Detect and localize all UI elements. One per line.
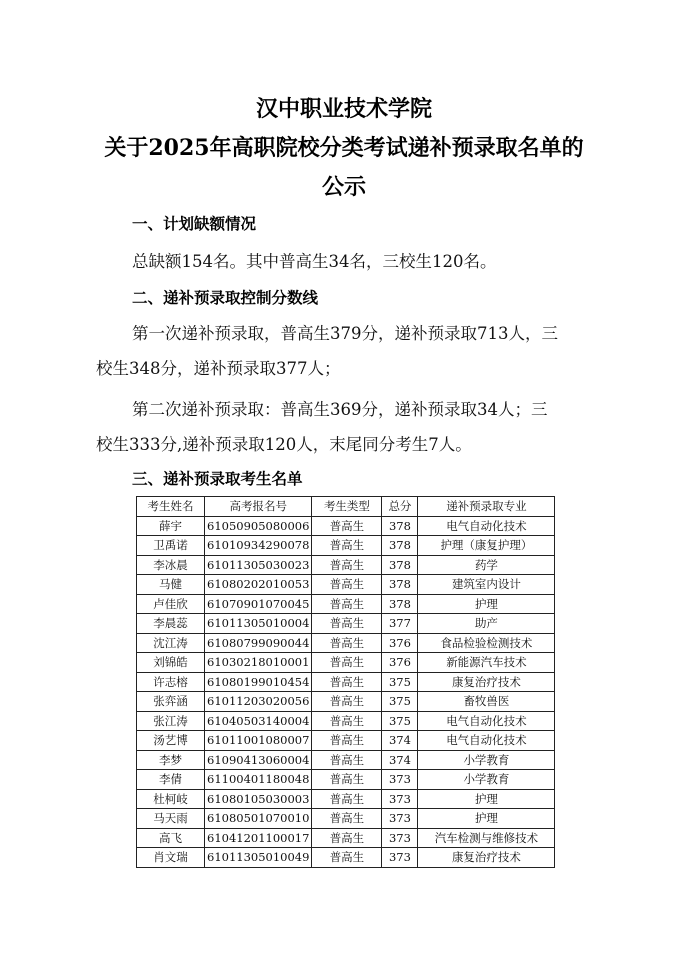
section2-line4: 校生333分,递补预录取120人，末尾同分考生7人。: [96, 435, 472, 454]
table-row: [137, 789, 555, 809]
table-body: [137, 516, 555, 867]
table-row: [137, 711, 555, 731]
header-exam-id: 高考报名号: [205, 497, 312, 517]
cell-major: 电气自动化技术: [418, 731, 555, 751]
cell-score: 374: [382, 731, 418, 751]
cell-name: 薛宇: [137, 516, 205, 536]
section2-line1: 第一次递补预录取，普高生379分，递补预录取713人，三: [132, 324, 558, 343]
cell-major: 电气自动化技术: [418, 711, 555, 731]
table-row: [137, 848, 555, 868]
table-row: [137, 594, 555, 614]
cell-exam-id: 61080799090044: [205, 633, 312, 653]
document-title-line2: 关于2025年高职院校分类考试递补预录取名单的: [104, 135, 584, 161]
cell-score: 378: [382, 575, 418, 595]
header-score: 总分: [382, 497, 418, 517]
cell-major: 护理: [418, 809, 555, 829]
cell-score: 378: [382, 536, 418, 556]
cell-name: 李梦: [137, 750, 205, 770]
cell-exam-id: 61080501070010: [205, 809, 312, 829]
cell-exam-id: 61080202010053: [205, 575, 312, 595]
cell-exam-id: 61011305010004: [205, 614, 312, 634]
cell-name: 李倩: [137, 770, 205, 790]
cell-type: 普高生: [312, 536, 382, 556]
cell-name: 汤艺博: [137, 731, 205, 751]
cell-exam-id: 61080105030003: [205, 789, 312, 809]
document-title-line3: 公示: [321, 174, 366, 200]
cell-major: 护理: [418, 594, 555, 614]
cell-exam-id: 61011305010049: [205, 848, 312, 868]
cell-name: 张江涛: [137, 711, 205, 731]
cell-name: 李冰晨: [137, 555, 205, 575]
cell-name: 刘锦皓: [137, 653, 205, 673]
cell-exam-id: 61041201100017: [205, 828, 312, 848]
cell-name: 肖文瑞: [137, 848, 205, 868]
cell-major: 药学: [418, 555, 555, 575]
cell-name: 高飞: [137, 828, 205, 848]
cell-type: 普高生: [312, 848, 382, 868]
table-row: [137, 828, 555, 848]
cell-type: 普高生: [312, 770, 382, 790]
cell-score: 376: [382, 633, 418, 653]
cell-exam-id: 61011001080007: [205, 731, 312, 751]
cell-type: 普高生: [312, 633, 382, 653]
cell-exam-id: 61011203020056: [205, 692, 312, 712]
section2-heading: 二、递补预录取控制分数线: [132, 289, 319, 307]
candidate-table: [136, 496, 555, 868]
cell-score: 378: [382, 555, 418, 575]
cell-exam-id: 61010934290078: [205, 536, 312, 556]
cell-score: 378: [382, 594, 418, 614]
cell-major: 食品检验检测技术: [418, 633, 555, 653]
cell-type: 普高生: [312, 594, 382, 614]
cell-exam-id: 61080199010454: [205, 672, 312, 692]
header-type: 考生类型: [312, 497, 382, 517]
section3-heading: 三、递补预录取考生名单: [132, 470, 303, 488]
section2-line2: 校生348分，递补预录取377人；: [96, 359, 341, 378]
table-row: [137, 672, 555, 692]
cell-name: 许志榕: [137, 672, 205, 692]
cell-major: 汽车检测与维修技术: [418, 828, 555, 848]
cell-major: 护理: [418, 789, 555, 809]
cell-major: 畜牧兽医: [418, 692, 555, 712]
cell-major: 康复治疗技术: [418, 848, 555, 868]
cell-score: 373: [382, 789, 418, 809]
section1-text: 总缺额154名。其中普高生34名，三校生120名。: [132, 252, 497, 271]
cell-exam-id: 61040503140004: [205, 711, 312, 731]
table-row: [137, 516, 555, 536]
cell-type: 普高生: [312, 828, 382, 848]
header-major: 递补预录取专业: [418, 497, 555, 517]
cell-type: 普高生: [312, 614, 382, 634]
table-row: [137, 614, 555, 634]
cell-type: 普高生: [312, 672, 382, 692]
cell-exam-id: 61030218010001: [205, 653, 312, 673]
cell-type: 普高生: [312, 711, 382, 731]
cell-name: 张弈涵: [137, 692, 205, 712]
cell-type: 普高生: [312, 809, 382, 829]
document-title-line1: 汉中职业技术学院: [255, 96, 432, 122]
table-row: [137, 692, 555, 712]
cell-major: 护理（康复护理）: [418, 536, 555, 556]
cell-major: 电气自动化技术: [418, 516, 555, 536]
cell-score: 373: [382, 848, 418, 868]
cell-name: 马天雨: [137, 809, 205, 829]
table-row: [137, 809, 555, 829]
cell-major: 建筑室内设计: [418, 575, 555, 595]
cell-type: 普高生: [312, 750, 382, 770]
cell-name: 杜柯岐: [137, 789, 205, 809]
cell-score: 374: [382, 750, 418, 770]
table-row: [137, 536, 555, 556]
cell-name: 卢佳欣: [137, 594, 205, 614]
table-row: [137, 770, 555, 790]
cell-type: 普高生: [312, 789, 382, 809]
cell-score: 373: [382, 828, 418, 848]
cell-type: 普高生: [312, 653, 382, 673]
cell-exam-id: 61050905080006: [205, 516, 312, 536]
cell-type: 普高生: [312, 516, 382, 536]
cell-major: 小学教育: [418, 770, 555, 790]
table-row: [137, 653, 555, 673]
cell-major: 小学教育: [418, 750, 555, 770]
cell-exam-id: 61011305030023: [205, 555, 312, 575]
section2-line3: 第二次递补预录取：普高生369分，递补预录取34人；三: [132, 400, 548, 419]
table-row: [137, 633, 555, 653]
table-row: [137, 731, 555, 751]
cell-score: 377: [382, 614, 418, 634]
cell-type: 普高生: [312, 731, 382, 751]
cell-major: 康复治疗技术: [418, 672, 555, 692]
cell-score: 375: [382, 711, 418, 731]
cell-score: 376: [382, 653, 418, 673]
cell-type: 普高生: [312, 692, 382, 712]
table-row: [137, 575, 555, 595]
cell-name: 李晨蕊: [137, 614, 205, 634]
cell-name: 沈江涛: [137, 633, 205, 653]
cell-exam-id: 61070901070045: [205, 594, 312, 614]
table-row: [137, 555, 555, 575]
cell-name: 卫禹诺: [137, 536, 205, 556]
table-header-row: [137, 497, 555, 517]
cell-type: 普高生: [312, 575, 382, 595]
table-row: [137, 750, 555, 770]
cell-score: 373: [382, 809, 418, 829]
cell-score: 375: [382, 672, 418, 692]
cell-score: 373: [382, 770, 418, 790]
section1-heading: 一、计划缺额情况: [132, 215, 257, 233]
cell-type: 普高生: [312, 555, 382, 575]
cell-name: 马健: [137, 575, 205, 595]
cell-exam-id: 61090413060004: [205, 750, 312, 770]
cell-score: 378: [382, 516, 418, 536]
cell-major: 新能源汽车技术: [418, 653, 555, 673]
cell-major: 助产: [418, 614, 555, 634]
cell-exam-id: 61100401180048: [205, 770, 312, 790]
cell-score: 375: [382, 692, 418, 712]
header-name: 考生姓名: [137, 497, 205, 517]
